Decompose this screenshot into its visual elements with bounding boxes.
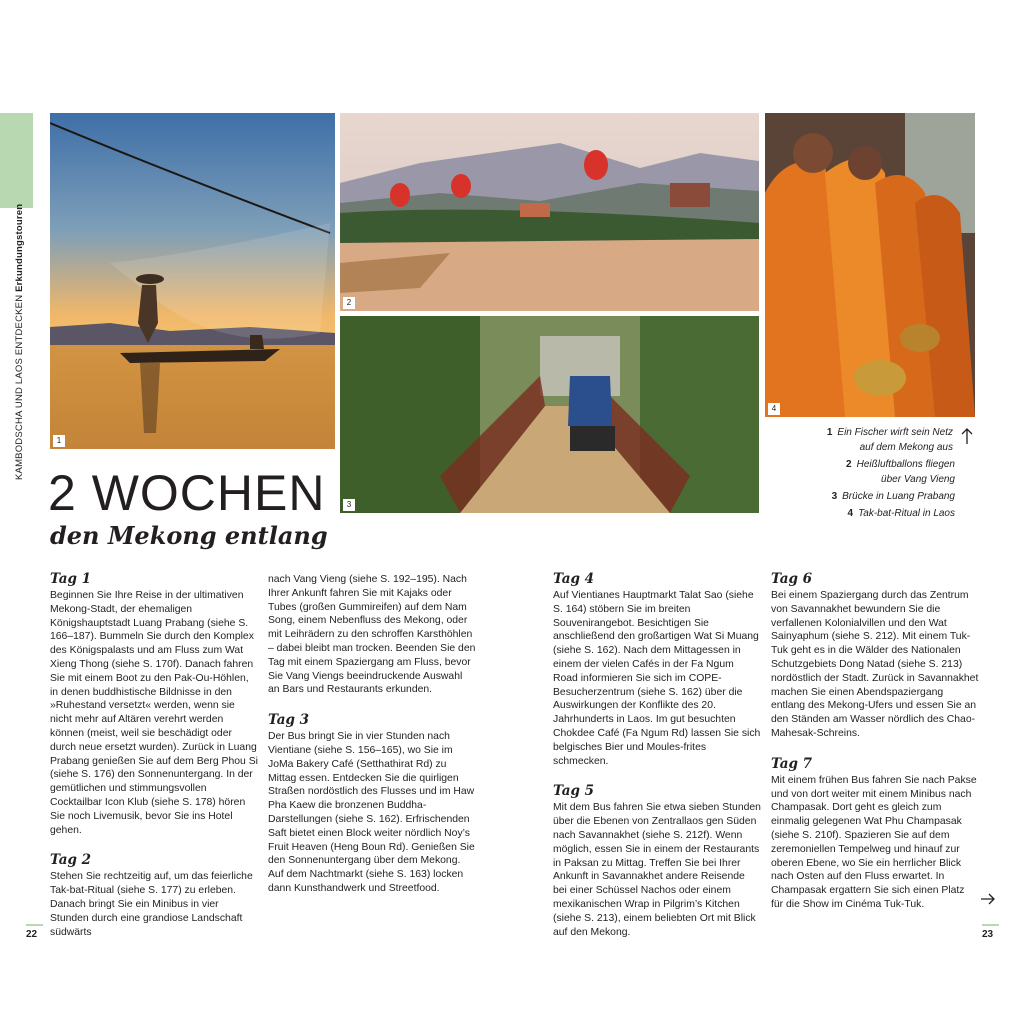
text-column-3 (553, 570, 761, 939)
photo-monks (765, 113, 975, 417)
day-text: Bei einem Spaziergang durch das Zentrum von Savannakhet bewundern Sie die verfallenen Kolonialvillen und den Wat Sainyaphum (siehe S. 212). Mit einem Tuk-Tuk geht es in die Wälder des Nationalen Schutzgebiets Dong Natad (siehe S. 213) nordöstlich der Stadt. Zurück in Savannakhet machen Sie einen Abendspaziergang entlang des Mekong-Ufers und essen Sie an den Ständen am Wasser nördlich des Chao-Mahesak-Schreins. (771, 590, 979, 739)
arrow-up-icon (960, 427, 974, 445)
day-text: Der Bus bringt Sie in vier Stunden nach Vientiane (siehe S. 156–165), wo Sie im JoMa Bakery Café (Setthathirat Rd) zu Mittag essen. Entdecken Sie die quirligen Straßen nordöstlich des Flusses und im Haw Pha Kaew die bronzenen Buddha-Darstellungen (siehe S. 162). Erfrischenden Saft bietet einen Block weiter nördlich Noy’s Fruit Heaven (Heng Boun Rd). Genießen Sie den Sonnenuntergang über dem Mekong. Auf dem Nachtmarkt (siehe S. 163) locken dann Kunsthandwerk und Streetfood. (268, 731, 475, 894)
page-number-right: 23 (982, 924, 999, 940)
caption-item: 1 Ein Fischer wirft sein Netz auf dem Mekong aus (826, 427, 953, 453)
running-header-section: Erkundungstouren (14, 203, 25, 292)
day-heading: Tag 3 (268, 712, 310, 729)
photo-fisherman (50, 113, 335, 449)
text-column-4 (771, 570, 979, 912)
day-heading: Tag 7 (771, 755, 813, 772)
day-heading: Tag 2 (50, 852, 92, 869)
day-heading: Tag 6 (771, 571, 813, 587)
day-text: Auf Vientianes Hauptmarkt Talat Sao (siehe S. 164) stöbern Sie im breiten Souvenirangebot. Besichtigen Sie anschließend den großartigen Wat Si Muang (siehe S. 162). Nach dem Mittagessen in einem der vielen Cafés in der Fa Ngum Road informieren Sie sich im COPE-Besucherzentrum (siehe S. 162) über die Auswirkungen der Konflikte des 20. Jahrhunderts in Laos. Im gut besuchten Chokdee Café (Fa Ngum Rd) lassen Sie sich belgisches Bier und Moules-frites schmecken. (553, 590, 761, 767)
photo-number: 1 (53, 435, 65, 447)
page-title: 2 WOCHEN (48, 465, 326, 521)
day-text: nach Vang Vieng (siehe S. 192–195). Nach Ihrer Ankunft fahren Sie mit Kajaks oder Tubes (großen Gummireifen) auf dem Nam Song, einem Nebenfluss des Mekong, oder mit Leihrädern zu den schroffen Karsthöhlen – dabei bleibt man trocken. Beenden Sie den Tag mit einem Spaziergang am Fluss, bevor Sie Vang Viengs beeindruckende Auswahl an Bars und Restaurants erkunden. (268, 574, 476, 696)
caption-item: 3 Brücke in Luang Prabang (831, 491, 955, 502)
caption-item: 4 Tak-bat-Ritual in Laos (847, 508, 955, 519)
day-text: Mit einem frühen Bus fahren Sie nach Pakse und von dort weiter mit einem Minibus nach Champasak. Dort geht es gleich zum einmalig gelegenen Wat Phu Champasak (siehe S. 210f). Spazieren Sie auf dem zeremoniellen Tempelweg und hinauf zur oberen Ebene, wo Sie ein herrlicher Blick nach Osten auf den Fluss erwartet. In Champasak ergattern Sie sich einen Platz für die Show im Cinéma Tuk-Tuk. (771, 774, 977, 910)
day-text: Mit dem Bus fahren Sie etwa sieben Stunden über die Ebenen von Zentrallaos gen Süden nach Savannakhet (siehe S. 212f). Wenn möglich, essen Sie in einem der Restaurants in Paksan zu Mittag. Treffen Sie bei Ihrer Ankunft in Savannakhet andere Reisende bei einer Schüssel Nachos oder einem mexikanischen Wrap in Pilgrim’s Kitchen (siehe S. 213), einem beliebten Ort mit Blick auf den Mekong. (553, 802, 761, 938)
page-number-left: 22 (26, 924, 43, 940)
photo-balloons (340, 113, 759, 311)
running-header-prefix: KAMBODSCHA UND LAOS ENTDECKEN (14, 294, 25, 480)
photo-number: 3 (343, 499, 355, 511)
day-heading: Tag 1 (50, 571, 92, 587)
text-column-2 (268, 573, 476, 896)
photo-bridge (340, 316, 759, 513)
running-header (14, 100, 28, 480)
photo-number: 2 (343, 297, 355, 309)
day-text: Beginnen Sie Ihre Reise in der ultimativen Mekong-Stadt, der ehemaligen Königshauptstadt Luang Prabang (siehe S. 166–187). Bummeln Sie durch den Komplex des Königspalasts und am Fluss zum Wat Xieng Thong (siehe S. 170f). Danach fahren Sie mit einem Boot zu den Pak-Ou-Höhlen, in denen buddhistische Bildnisse in den »Ruhestand versetzt« werden, wenn sie nicht mehr auf Altären verehrt werden können (meist, weil sie beschädigt oder durch neue ersetzt wurden). Zurück in Luang Prabang genießen Sie auf dem Berg Phou Si (siehe S. 176) den Sonnenuntergang. In der gemütlichen und stimmungsvollen Cocktailbar Icon Klub (siehe S. 178) hören Sie noch Livemusik, bevor Sie ins Hotel gehen. (50, 590, 258, 836)
day-heading: Tag 5 (553, 783, 595, 800)
photo-number: 4 (768, 403, 780, 415)
photo-captions (770, 425, 975, 523)
day-text: Stehen Sie rechtzeitig auf, um das feierliche Tak-bat-Ritual (siehe S. 177) zu erleben. Danach bringt Sie ein Minibus in vier Stunden durch eine grandiose Landschaft südwärts (50, 871, 253, 938)
text-column-1 (50, 570, 258, 939)
day-heading: Tag 4 (553, 571, 595, 587)
caption-item: 2 Heißluftballons fliegen über Vang Vieng (846, 459, 955, 485)
page-subtitle: den Mekong entlang (50, 521, 328, 550)
arrow-right-icon[interactable] (980, 892, 996, 906)
